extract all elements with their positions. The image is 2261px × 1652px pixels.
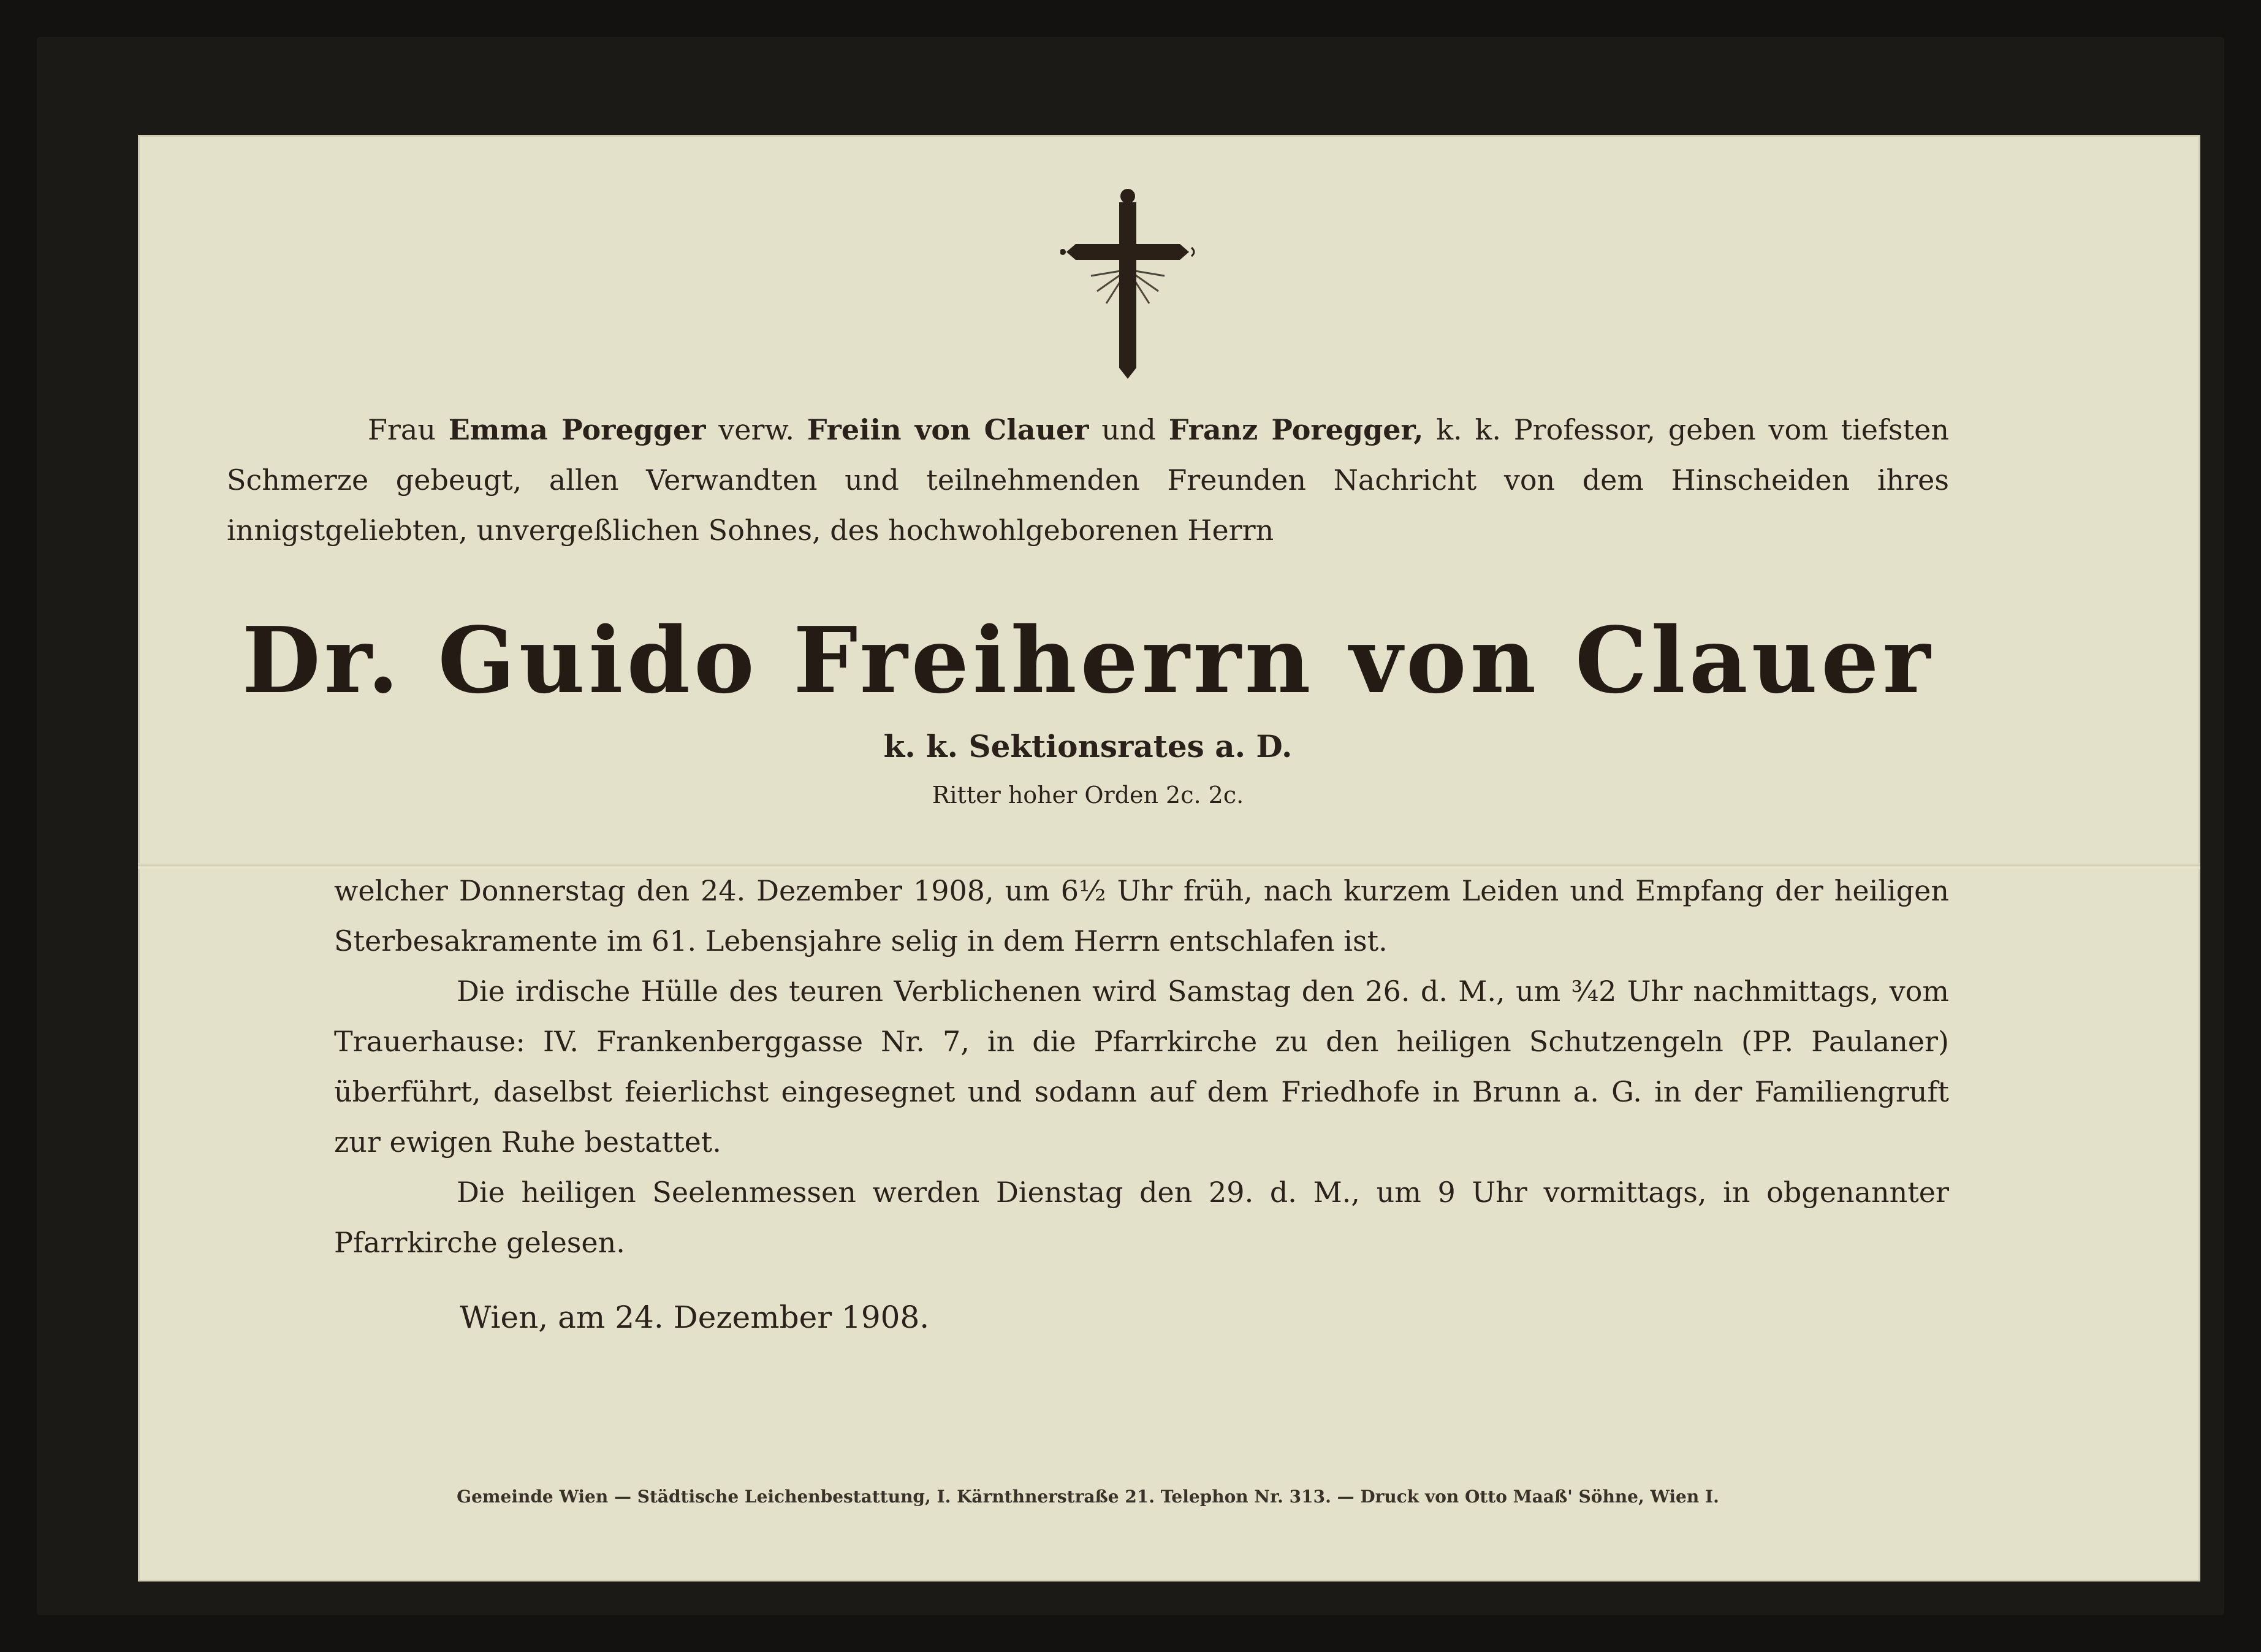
deceased-honors: Ritter hoher Orden 2c. 2c. [932,782,1244,809]
deceased-title: k. k. Sektionsrates a. D. [883,728,1293,764]
deceased-name: Dr. Guido Freiherrn von Clauer [241,607,1934,714]
printer-footer: Gemeinde Wien — Städtische Leichenbestattung, I. Kärnthnerstraße 21. Telephon Nr. 313. — Druck von Otto Maaß' Söhne, Wien I. [457,1486,1719,1507]
stepfather-name: Franz Poregger, [1168,413,1424,446]
mother-name: Emma Poregger [448,413,706,446]
place-date: Wien, am 24. Dezember 1908. [460,1300,930,1335]
mother-former-name: Freiin von Clauer [807,413,1089,446]
paragraph-funeral-info: Die irdische Hülle des teuren Verblichenen wird Samstag den 26. d. M., um ¾2 Uhr nachmittags, vom Trauerhause: IV. Frankenberggasse Nr. 7, in die Pfarrkirche zu den heiligen Schutzengeln (PP. Paulaner) überführt, daselbst feierlichst eingesegnet und sodann auf dem Friedhofe in Brunn a. G. in der Familiengruft zur ewigen Ruhe bestattet. [334,975,1949,1159]
cross-icon [1060,184,1195,380]
intro-word-frau: Frau [368,413,436,446]
intro-word-und: und [1101,413,1156,446]
paragraph-mass-info: Die heiligen Seelenmessen werden Dienstag den 29. d. M., um 9 Uhr vormittags, in obgenannter Pfarrkirche gelesen. [334,1176,1949,1259]
intro-rest-text: k. k. Professor, geben vom tiefsten Schmerze gebeugt, allen Verwandten und teilnehmenden Freunden Nachricht von dem Hinscheiden ihres innigstgeliebten, unvergeßlichen Sohnes, des hochwohlgeborenen Herrn [227,413,1949,547]
intro-word-verw: verw. [718,413,794,446]
notice-body [334,866,1949,1268]
paragraph-death-info: welcher Donnerstag den 24. Dezember 1908, um 6½ Uhr früh, nach kurzem Leiden und Empfang der heiligen Sterbesakramente im 61. Lebensjahre selig in dem Herrn entschlafen ist. [334,874,1949,957]
intro-paragraph [227,405,1949,555]
